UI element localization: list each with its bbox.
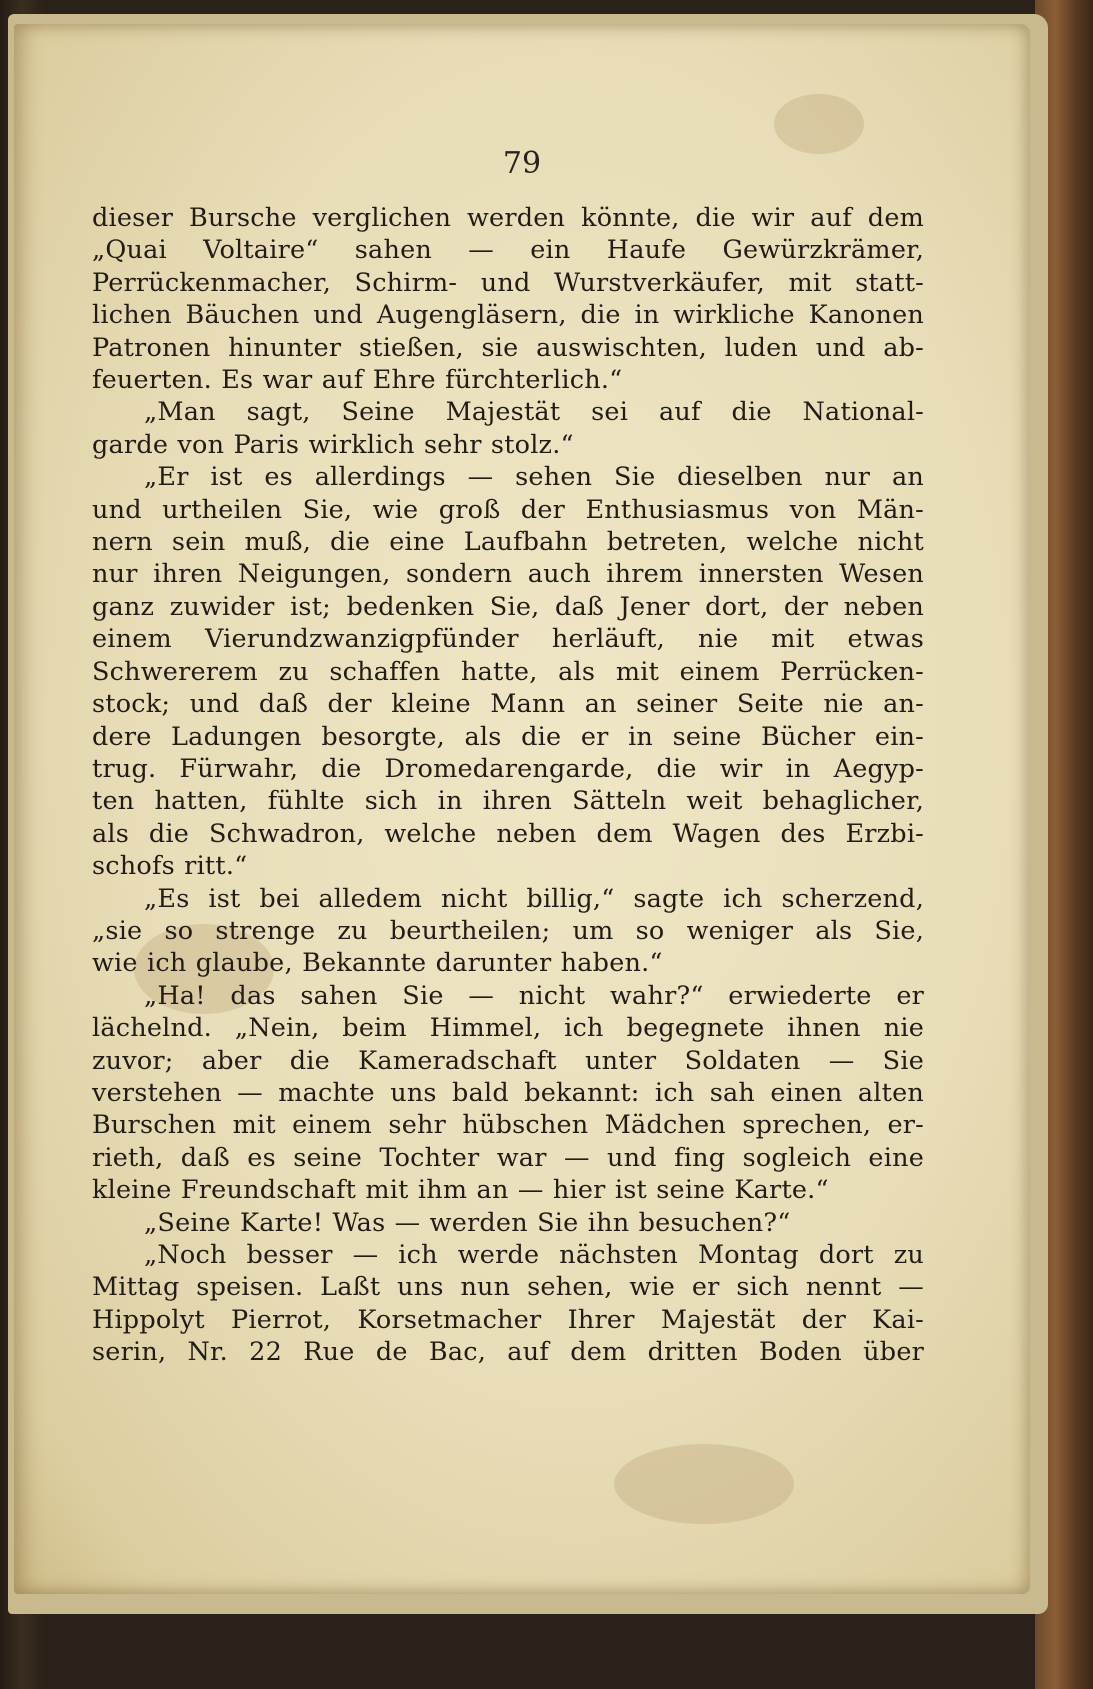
text-line: „Man sagt, Seine Majestät sei auf die National- xyxy=(144,397,924,428)
text-line: Hippolyt Pierrot, Korsetmacher Ihrer Majestät der Kai- xyxy=(92,1304,924,1335)
text-line: dieser Bursche verglichen werden könnte, die wir auf dem xyxy=(92,203,924,233)
text-line: feuerten. Es war auf Ehre fürchterlich.“ xyxy=(92,365,623,396)
text-line: Mittag speisen. Laßt uns nun sehen, wie er sich nennt — xyxy=(92,1272,924,1303)
text-line: dere Ladungen besorgte, als die er in seine Bücher ein- xyxy=(92,721,924,752)
text-line: kleine Freundschaft mit ihm an — hier ist seine Karte.“ xyxy=(92,1175,829,1206)
text-line: Schwererem zu schaffen hatte, als mit einem Perrücken- xyxy=(92,656,924,687)
text-line: ten hatten, fühlte sich in ihren Sätteln weit behaglicher, xyxy=(92,786,924,817)
text-line: einem Vierundzwanzigpfünder herläuft, nie mit etwas xyxy=(92,624,924,655)
page-number: 79 xyxy=(502,146,542,181)
text-line: rieth, daß es seine Tochter war — und fing sogleich eine xyxy=(92,1142,924,1173)
text-line: nur ihren Neigungen, sondern auch ihrem innersten Wesen xyxy=(92,559,924,590)
text-line: nern sein muß, die eine Laufbahn betreten, welche nicht xyxy=(92,527,924,558)
text-line: als die Schwadron, welche neben dem Wagen des Erzbi- xyxy=(92,818,924,849)
text-line: lächelnd. „Nein, beim Himmel, ich begegnete ihnen nie xyxy=(92,1013,924,1044)
text-line: trug. Fürwahr, die Dromedarengarde, die wir in Aegyp- xyxy=(92,753,924,784)
text-line: wie ich glaube, Bekannte darunter haben.“ xyxy=(92,948,663,979)
text-line: „Er ist es allerdings — sehen Sie dieselben nur an xyxy=(144,462,924,493)
text-line: und urtheilen Sie, wie groß der Enthusiasmus von Män- xyxy=(92,494,924,525)
text-line: Burschen mit einem sehr hübschen Mädchen sprechen, er- xyxy=(92,1110,924,1141)
age-stain xyxy=(774,94,864,154)
text-line: Patronen hinunter stießen, sie auswischten, luden und ab- xyxy=(92,332,924,363)
text-line: „sie so strenge zu beurtheilen; um so weniger als Sie, xyxy=(92,915,924,946)
text-line: serin, Nr. 22 Rue de Bac, auf dem dritten Boden über xyxy=(92,1337,924,1368)
text-line: „Quai Voltaire“ sahen — ein Haufe Gewürzkrämer, xyxy=(92,235,924,266)
text-line: „Es ist bei alledem nicht billig,“ sagte ich scherzend, xyxy=(144,883,924,914)
body-text xyxy=(92,202,924,1369)
text-line: stock; und daß der kleine Mann an seiner Seite nie an- xyxy=(92,689,924,720)
text-line: schofs ritt.“ xyxy=(92,851,248,882)
text-line: garde von Paris wirklich sehr stolz.“ xyxy=(92,429,574,460)
text-line: „Noch besser — ich werde nächsten Montag dort zu xyxy=(144,1240,924,1270)
text-line: „Ha! das sahen Sie — nicht wahr?“ erwiederte er xyxy=(144,980,924,1011)
book-page xyxy=(14,24,1030,1594)
text-line: ganz zuwider ist; bedenken Sie, daß Jener dort, der neben xyxy=(92,591,924,622)
text-line: „Seine Karte! Was — werden Sie ihn besuchen?“ xyxy=(144,1207,791,1238)
age-stain xyxy=(614,1444,794,1524)
text-line: verstehen — machte uns bald bekannt: ich sah einen alten xyxy=(92,1077,924,1108)
text-line: Perrückenmacher, Schirm- und Wurstverkäufer, mit statt- xyxy=(92,267,924,298)
text-line: lichen Bäuchen und Augengläsern, die in wirkliche Kanonen xyxy=(92,300,924,331)
text-line: zuvor; aber die Kameradschaft unter Soldaten — Sie xyxy=(92,1045,924,1076)
